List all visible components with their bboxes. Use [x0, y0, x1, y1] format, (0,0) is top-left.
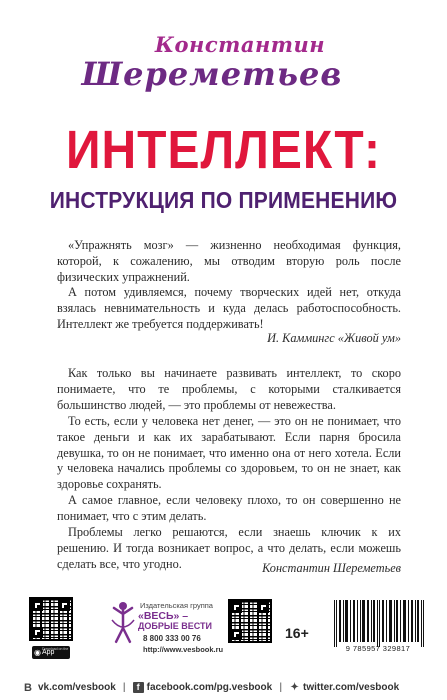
age-rating-badge: 16+: [285, 625, 309, 641]
book-title: ИНТЕЛЛЕКТ:: [65, 121, 382, 181]
qr-code-icon[interactable]: [228, 599, 272, 643]
facebook-icon: f: [133, 682, 144, 693]
publisher-url[interactable]: http://www.vesbook.ru: [143, 645, 224, 654]
twitter-icon: ✦: [290, 681, 299, 693]
author-first-name: Константин: [154, 32, 326, 57]
twitter-link[interactable]: twitter.com/vesbook: [303, 681, 400, 693]
blurb-paragraph: Проблемы легко решаются, если знаешь ключик к их решению. И тогда возникает вопрос, а что делать, если можешь сделать все, что угодно.: [57, 525, 401, 571]
apple-icon: ◉: [34, 648, 41, 657]
quote-paragraph: А потом удивляемся, почему творческих идей нет, откуда взялась невнимательность и куда делась работоспособность. Интеллект же требуется поддерживать!: [57, 285, 401, 331]
book-subtitle: ИНСТРУКЦИЯ ПО ПРИМЕНЕНИЮ: [49, 188, 398, 214]
author-last-name: Шереметьев: [81, 55, 343, 93]
blurb-paragraph: То есть, если у человека нет денег, — это он не понимает, что такое деньги и как их зарабатывают. Если парня бросила девушка, то он не понимает, что именно она от него хотела. Если у человека начались проблемы со здоровьем, то он не знает, как здоровье сохранять.: [57, 413, 401, 492]
qr-code-icon[interactable]: [29, 597, 73, 641]
blurb-paragraph: А самое главное, если человеку плохо, то он совершенно не понимает, что с этим делать.: [57, 493, 401, 524]
social-links-bar: [24, 680, 434, 694]
appstore-small-text: Download on the: [42, 647, 69, 651]
epigraph-quote: [57, 238, 401, 333]
blurb-text: [57, 366, 401, 573]
divider: |: [122, 681, 126, 693]
publisher-logo-icon: [108, 600, 138, 646]
publisher-name: «ВЕСЬ» –: [138, 610, 189, 622]
publisher-group-label: Издательская группа: [140, 601, 213, 610]
publisher-tagline: ДОБРЫЕ ВЕСТИ: [138, 621, 212, 631]
vk-link[interactable]: vk.com/vesbook: [38, 681, 116, 693]
quote-paragraph: «Упражнять мозг» — жизненно необходимая функция, которой, к сожалению, мы отводим вторую роль после физических упражнений.: [57, 238, 401, 284]
blurb-attribution: Константин Шереметьев: [262, 561, 401, 575]
divider: |: [279, 681, 283, 693]
isbn-number: 9 785957 329817: [345, 644, 411, 653]
vk-icon: В: [24, 681, 32, 694]
publisher-phone: 8 800 333 00 76: [143, 634, 201, 643]
blurb-paragraph: Как только вы начинаете развивать интеллект, то скоро понимаете, что те проблемы, с которыми сталкивается большинство людей, — это проблемы от невежества.: [57, 366, 401, 412]
quote-attribution: И. Каммингс «Живой ум»: [267, 331, 401, 345]
appstore-label: App Store: [42, 649, 59, 669]
app-store-badge[interactable]: [32, 646, 70, 669]
facebook-link[interactable]: facebook.com/pg.vesbook: [146, 681, 273, 693]
barcode-icon: [332, 600, 426, 647]
